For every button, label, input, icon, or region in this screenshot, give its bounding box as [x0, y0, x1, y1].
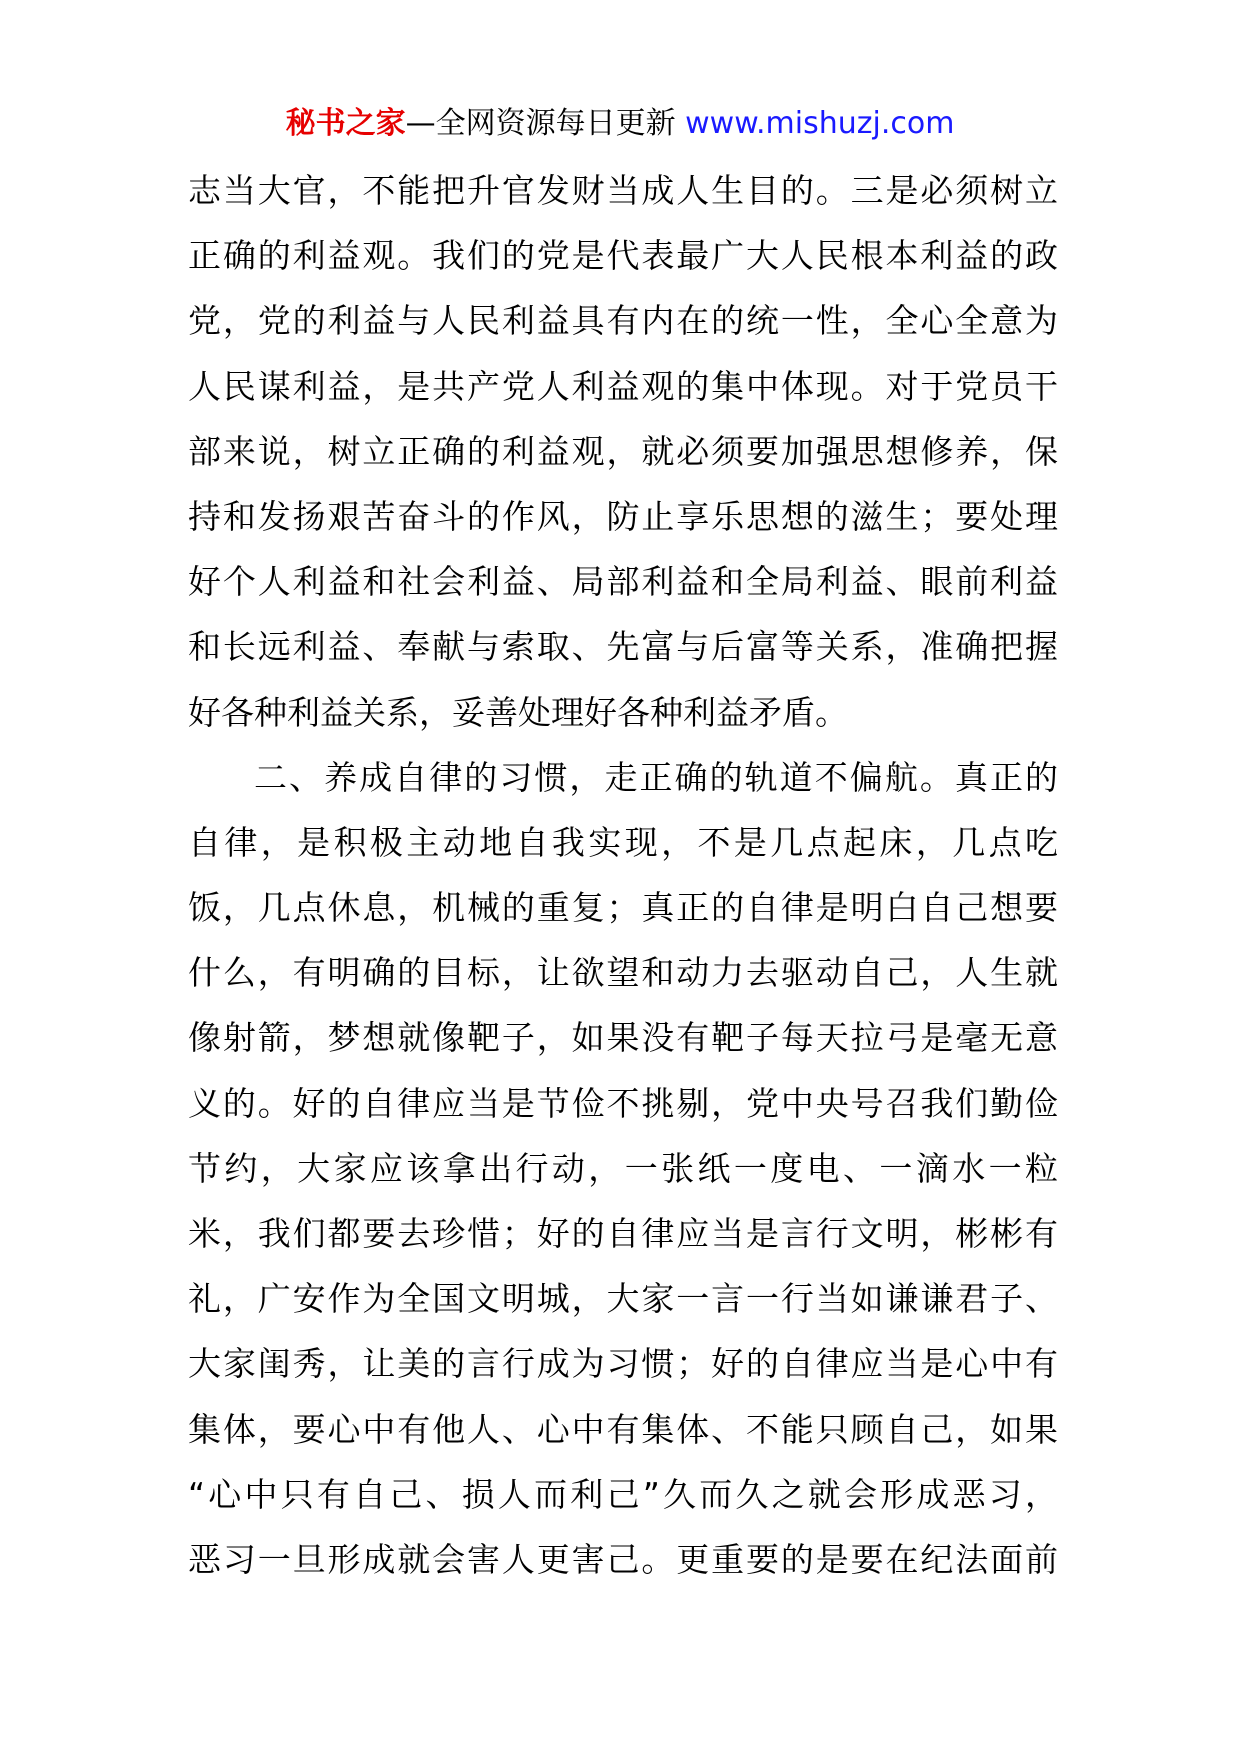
text-line: 党，党的利益与人民利益具有内在的统一性，全心全意为 [188, 301, 1058, 341]
text-line: 好各种利益关系，妥善处理好各种利益矛盾。 [188, 692, 848, 732]
text-line: 礼，广安作为全国文明城，大家一言一行当如谦谦君子、 [188, 1279, 1058, 1319]
text-line: 志当大官，不能把升官发财当成人生目的。三是必须树立 [188, 171, 1058, 210]
text-line: 部来说，树立正确的利益观，就必须要加强思想修养，保 [188, 431, 1058, 471]
text-line: 什么，有明确的目标，让欲望和动力去驱动自己，人生就 [188, 953, 1058, 993]
text-line: 持和发扬艰苦奋斗的作风，防止享乐思想的滋生；要处理 [188, 496, 1058, 536]
text-line: 大家闺秀，让美的言行成为习惯；好的自律应当是心中有 [188, 1344, 1058, 1384]
text-line: 米，我们都要去珍惜；好的自律应当是言行文明，彬彬有 [188, 1214, 1058, 1253]
text-line: 人民谋利益，是共产党人利益观的集中体现。对于党员干 [188, 366, 1058, 406]
text-line: “心中只有自己、损人而利己”久而久之就会形成恶习， [188, 1474, 1058, 1514]
text-line: 义的。好的自律应当是节俭不挑剔，党中央号召我们勤俭 [188, 1083, 1058, 1123]
text-line: 像射箭，梦想就像靶子，如果没有靶子每天拉弓是毫无意 [188, 1018, 1058, 1058]
header-tagline: —全网资源每日更新 [405, 106, 686, 141]
text-line: 自律，是积极主动地自我实现，不是几点起床，几点吃 [188, 822, 1058, 862]
text-line: 和长远利益、奉献与索取、先富与后富等关系，准确把握 [188, 627, 1058, 667]
page-header [0, 104, 1240, 144]
text-line: 正确的利益观。我们的党是代表最广大人民根本利益的政 [188, 236, 1058, 276]
body-text [188, 158, 1058, 1592]
text-line: 好个人利益和社会利益、局部利益和全局利益、眼前利益 [188, 562, 1058, 602]
brand-name: 秘书之家 [285, 106, 406, 141]
text-line: 集体，要心中有他人、心中有集体、不能只顾自己，如果 [188, 1409, 1058, 1449]
website-link[interactable]: www.mishuzj.com [685, 106, 955, 141]
text-line: 节约，大家应该拿出行动，一张纸一度电、一滴水一粒 [188, 1148, 1058, 1188]
section-heading-line: 二、养成自律的习惯，走正确的轨道不偏航。真正的 [254, 757, 1058, 797]
text-line: 饭，几点休息，机械的重复；真正的自律是明白自己想要 [188, 888, 1058, 928]
text-line: 恶习一旦形成就会害人更害己。更重要的是要在纪法面前 [188, 1539, 1058, 1579]
